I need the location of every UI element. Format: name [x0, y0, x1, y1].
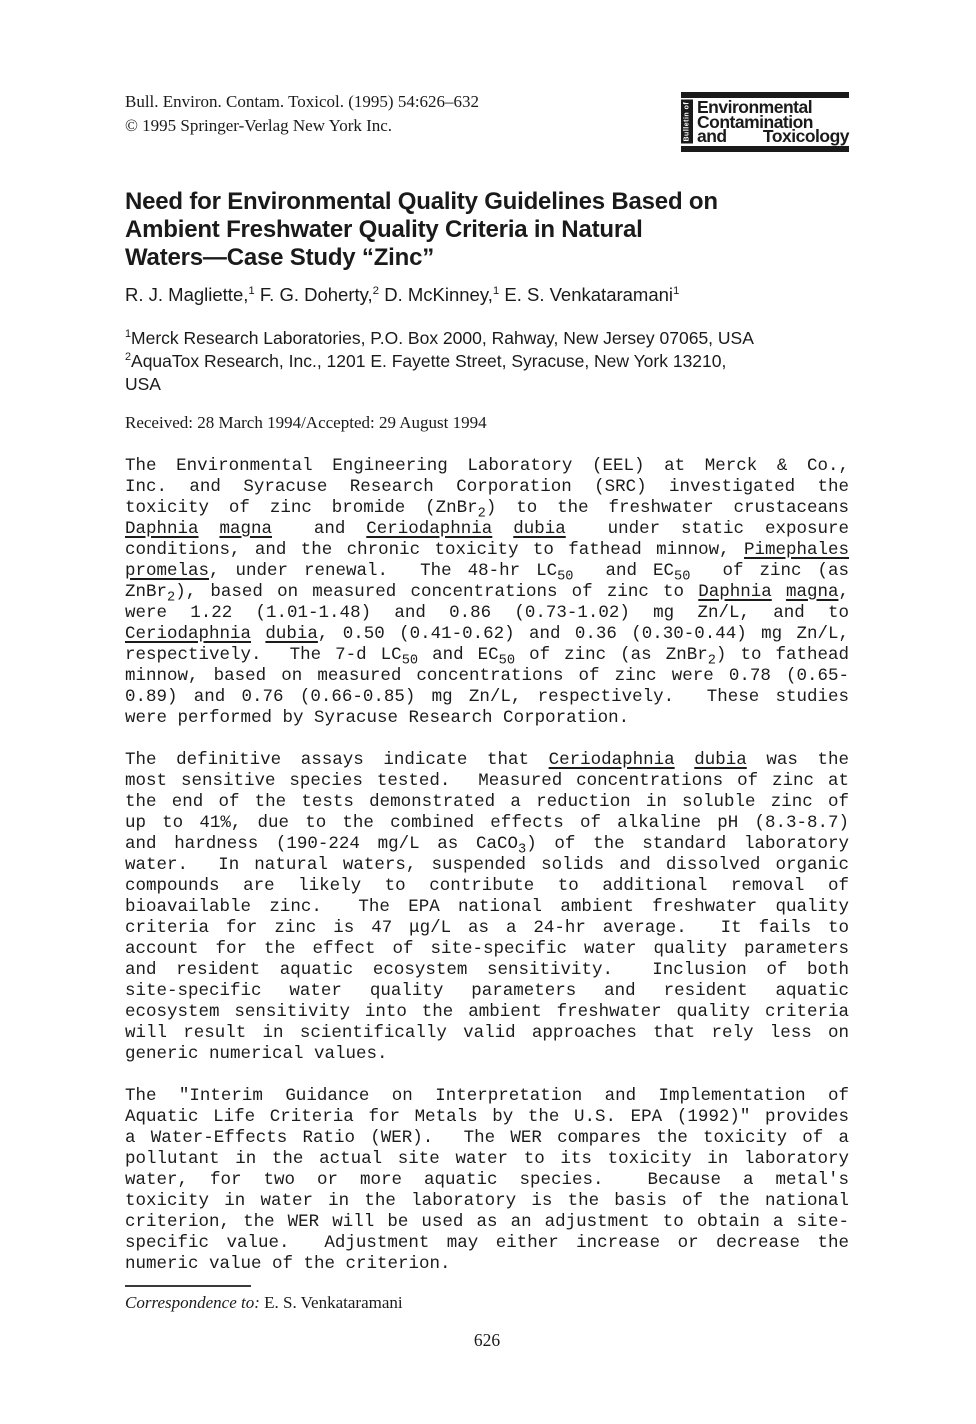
underlined-term: Ceriodaphnia [548, 749, 675, 770]
article-title [125, 188, 849, 272]
text-line: Waters—Case Study “Zinc” [125, 243, 435, 271]
text-line: Ambient Freshwater Quality Criteria in Natural [125, 215, 643, 243]
text-line: up to 41%, due to the combined effects of alkaline pH (8.3-8.7) [125, 812, 849, 833]
underlined-term: Pimephales [743, 539, 849, 560]
superscript: 2 [125, 350, 132, 363]
text-line: and Toxicology [697, 126, 849, 146]
text-line: a Water-Effects Ratio (WER). The WER compares the toxicity of a [125, 1127, 849, 1148]
superscript: 1 [673, 284, 680, 297]
page-footer [125, 1285, 849, 1351]
superscript: 1 [125, 327, 132, 340]
footnote-rule [125, 1285, 251, 1287]
subscript: 2 [477, 506, 486, 521]
underlined-term: dubia [265, 623, 318, 644]
text-line: Need for Environmental Quality Guidelines Based on [125, 187, 718, 215]
text-line: The "Interim Guidance on Interpretation and Implementation of [125, 1085, 849, 1106]
text-line: account for the effect of site-specific water quality parameters [125, 938, 849, 959]
copyright-line: © 1995 Springer-Verlag New York Inc. [125, 116, 393, 135]
text-line: $^1$Merck Research Laboratories, P.O. Box 2000, Rahway, New Jersey 07065, USA [125, 327, 754, 348]
text-line: USA [125, 373, 161, 394]
subscript: 2 [167, 590, 176, 605]
superscript: 1 [492, 284, 500, 297]
underlined-term: dubia [513, 518, 566, 539]
correspondence-label: Correspondence to: [125, 1292, 260, 1312]
subscript: 50 [557, 569, 574, 584]
page-header [125, 90, 849, 152]
underlined-term: Ceriodaphnia [125, 623, 252, 644]
text-line: Environmental [697, 97, 813, 117]
correspondence-line [125, 1292, 849, 1314]
subscript: 2 [707, 653, 716, 668]
text-line: 0.89) and 0.76 (0.66-0.85) mg Zn/L, respectively. These studies [125, 686, 849, 707]
text-line: specific value. Adjustment may either increase or decrease the [125, 1232, 849, 1253]
citation-block [125, 90, 479, 138]
text-line: numeric value of the criterion. [125, 1253, 451, 1274]
text-line: ecosystem sensitivity into the ambient freshwater quality criteria [125, 1001, 849, 1022]
journal-logo-vertical-label: Bulletin of [681, 100, 693, 144]
correspondence-name: E. S. Venkataramani [259, 1292, 403, 1312]
text-line: and resident aquatic ecosystem sensitivity. Inclusion of both [125, 959, 849, 980]
text-line: were performed by Syracuse Research Corporation. [125, 707, 630, 728]
superscript: 2 [372, 284, 380, 297]
text-line: Aquatic Life Criteria for Metals by the U.S. EPA (1992)" provides [125, 1106, 849, 1127]
superscript: 1 [248, 284, 255, 297]
text-line: Contamination [697, 111, 813, 132]
received-accepted-line: Received: 28 March 1994/Accepted: 29 August 1994 [125, 412, 487, 432]
article-body [125, 456, 849, 1275]
text-line: water, for two or more aquatic species. Because a metal's [125, 1169, 849, 1190]
subscript: 3 [518, 842, 527, 857]
text-line: The Environmental Engineering Laboratory (EEL) at Merck & Co., [125, 455, 849, 476]
body-paragraph [125, 750, 849, 1065]
text-line: water. In natural waters, suspended solids and dissolved organic [125, 854, 849, 875]
affiliations [125, 327, 849, 396]
text-line: and hardness (190-224 mg/L as CaCO$_3$) of the standard laboratory [125, 833, 849, 857]
underlined-term: Daphnia [698, 581, 772, 602]
text-line: ZnBr$_2$), based on measured concentrations of zinc to Daphnia magna, [125, 581, 849, 605]
text-line: respectively. The 7-d $LC_{50}$ and $EC_{50}$ of zinc (as ZnBr$_2$) to fathead [125, 644, 850, 668]
body-paragraph [125, 1086, 849, 1275]
text-line: the end of the tests demonstrated a reduction in soluble zinc of [125, 791, 849, 812]
text-line: conditions, and the chronic toxicity to fathead minnow, Pimephales [125, 539, 849, 560]
text-line: were 1.22 (1.01-1.48) and 0.86 (0.73-1.02) mg Zn/L, and to [125, 602, 849, 623]
author-list: R. J. Magliette,$^1$ F. G. Doherty,$^2$ D. McKinney,$^1$ E. S. Venkataramani$^1$ [125, 283, 680, 305]
text-line: site-specific water quality parameters and resident aquatic [125, 980, 849, 1001]
subscript: 50 [401, 653, 419, 668]
text-line: minnow, based on measured concentrations of zinc were 0.78 (0.65- [125, 665, 849, 686]
text-line: Inc. and Syracuse Research Corporation (SRC) investigated the [125, 476, 849, 497]
subscript: 50 [498, 653, 516, 668]
text-line: pollutant in the actual site water to its toxicity in laboratory [125, 1148, 849, 1169]
underlined-term: magna [785, 581, 839, 602]
journal-logo [681, 92, 849, 152]
text-line: compounds are likely to contribute to additional removal of [125, 875, 849, 896]
page-number: 626 [473, 1329, 501, 1350]
text-line: promelas, under renewal. The 48-hr $LC_{50}$ and $EC_{50}$ of zinc (as [125, 560, 849, 584]
text-line: $^2$AquaTox Research, Inc., 1201 E. Fayette Street, Syracuse, New York 13210, [125, 350, 727, 371]
underlined-term: magna [219, 518, 272, 539]
underlined-term: Ceriodaphnia [366, 518, 493, 539]
underlined-term: promelas [125, 560, 210, 581]
journal-citation: Bull. Environ. Contam. Toxicol. (1995) 54:626–632 [125, 92, 480, 111]
text-line: Daphnia magna and Ceriodaphnia dubia under static exposure [125, 518, 849, 539]
text-line: most sensitive species tested. Measured concentrations of zinc at [125, 770, 849, 791]
text-line: will result in scientifically valid approaches that rely less on [125, 1022, 849, 1043]
journal-logo-title [693, 97, 849, 146]
text-line: bioavailable zinc. The EPA national ambient freshwater quality [125, 896, 849, 917]
text-line: toxicity in water in the laboratory is the basis of the national [125, 1190, 849, 1211]
text-line: toxicity of zinc bromide (ZnBr$_2$) to the freshwater crustaceans [125, 497, 849, 521]
underlined-term: Daphnia [125, 518, 199, 539]
text-line: Ceriodaphnia dubia, 0.50 (0.41-0.62) and 0.36 (0.30-0.44) mg Zn/L, [125, 623, 849, 644]
text-line: The definitive assays indicate that Ceriodaphnia dubia was the [125, 749, 849, 770]
text-line: criteria for zinc is 47 μg/L as a 24-hr average. It fails to [125, 917, 849, 938]
text-line: generic numerical values. [125, 1043, 388, 1064]
underlined-term: dubia [694, 749, 747, 770]
text-line: criterion, the WER will be used as an adjustment to obtain a site- [125, 1211, 849, 1232]
subscript: 50 [674, 569, 691, 584]
body-paragraph [125, 456, 849, 729]
